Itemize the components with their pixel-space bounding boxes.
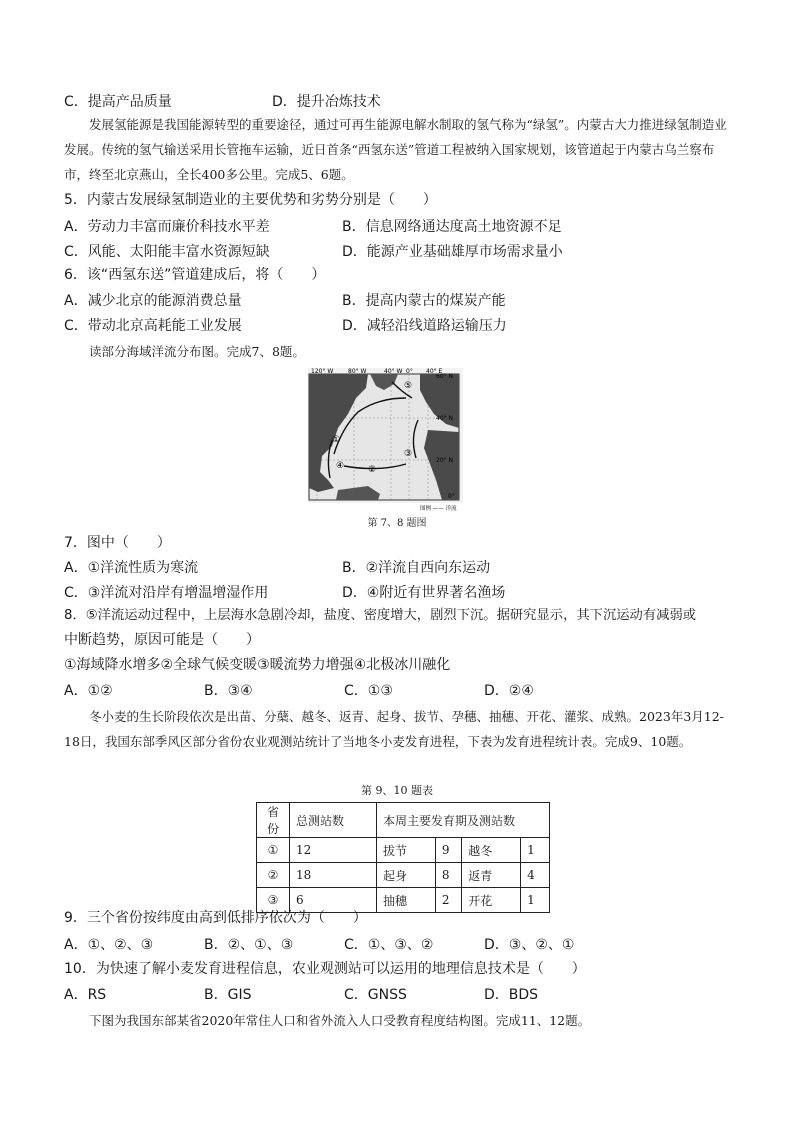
q5-stem: 5．内蒙古发展绿氢制造业的主要优势和劣势分别是（ ） [64, 192, 437, 208]
map-lat-label: 60° N [436, 373, 454, 380]
map-caption: 第 7、8 题图 [367, 518, 427, 529]
ocean-current-map [308, 368, 463, 512]
table-cell: 2 [435, 888, 461, 913]
table-row [257, 863, 550, 888]
table-cell: 返青 [462, 863, 521, 888]
q10-option-a[interactable]: A．RS [64, 987, 107, 1003]
map-lat-label: 40° N [436, 415, 454, 422]
table-caption: 第 9、10 题表 [361, 784, 433, 797]
q7-option-d[interactable]: D．④附近有世界著名渔场 [342, 585, 506, 601]
q6-option-b[interactable]: B．提高内蒙古的煤炭产能 [342, 293, 506, 309]
table-cell: 8 [435, 863, 461, 888]
q10-option-d[interactable]: D．BDS [484, 987, 539, 1003]
q7-option-c[interactable]: C．③洋流对沿岸有增温增湿作用 [64, 585, 269, 601]
table-cell: 拔节 [377, 838, 436, 863]
passage-hydrogen: 发展氢能源是我国能源转型的重要途径，通过可再生能源电解水制取的氢气称为“绿氢”。内蒙古大力推进绿氢制造业发展。传统的氢气输送采用长管拖车运输，近日首条“西氢东送”管道工程被纳入国家规划，该管道起于内蒙古乌兰察布市，终至北京燕山，全长400多公里。完成5、6题。 [64, 117, 727, 182]
q7-option-a[interactable]: A．①洋流性质为寒流 [64, 560, 199, 576]
table-header: 总测站数 [290, 803, 377, 838]
table-cell: ③ [257, 888, 290, 913]
table-cell: ① [257, 838, 290, 863]
current-label-3: ③ [404, 449, 413, 459]
q6-options-row1 [64, 290, 732, 312]
current-label-1: ① [332, 435, 341, 445]
q8-stem-line1: 8．⑤洋流运动过程中，上层海水急剧冷却，盐度、密度增大，剧烈下沉。据研究显示，其下沉运动有减弱或 [64, 608, 697, 623]
q10-options [64, 984, 732, 1006]
current-label-5: ⑤ [404, 381, 413, 391]
map-lon-label: 40° E [426, 368, 443, 375]
q5-option-a[interactable]: A．劳动力丰富而廉价科技水平差 [64, 219, 270, 235]
q7-option-b[interactable]: B．②洋流自西向东运动 [342, 560, 491, 576]
table-cell: ② [257, 863, 290, 888]
development-table [256, 802, 550, 913]
q9-option-d[interactable]: D．③、②、① [484, 937, 575, 953]
q8-options [64, 680, 732, 702]
q8-option-a[interactable]: A．①② [64, 683, 113, 699]
table-cell: 开花 [462, 888, 521, 913]
q8-option-b[interactable]: B．③④ [204, 683, 253, 699]
q5-option-d[interactable]: D．能源产业基础雄厚市场需求量小 [342, 244, 563, 260]
table-row [257, 838, 550, 863]
q5-option-c[interactable]: C．风能、太阳能丰富水资源短缺 [64, 244, 270, 260]
q8-option-c[interactable]: C．①③ [344, 683, 393, 699]
table-cell: 1 [521, 838, 550, 863]
q9-options [64, 934, 732, 956]
q9-option-b[interactable]: B．②、①、③ [204, 937, 294, 953]
table-cell: 6 [290, 888, 377, 913]
q10-option-c[interactable]: C．GNSS [344, 987, 407, 1003]
table-header-row [257, 803, 550, 838]
table-cell: 18 [290, 863, 377, 888]
q5-options-row2 [64, 241, 732, 263]
current-label-4: ④ [336, 461, 345, 471]
q8-stem-line2: 中断趋势，原因可能是（ ） [64, 632, 260, 648]
intro-q7-q8: 读部分海域洋流分布图。完成7、8题。 [89, 344, 305, 359]
q6-option-a[interactable]: A．减少北京的能源消费总量 [64, 293, 242, 309]
q10-stem: 10．为快速了解小麦发育进程信息，农业观测站可以运用的地理信息技术是（ ） [64, 961, 586, 977]
q7-stem: 7．图中（ ） [64, 535, 171, 551]
table-cell: 12 [290, 838, 377, 863]
table-cell: 9 [435, 838, 461, 863]
q7-options-row2 [64, 582, 732, 604]
table-cell: 起身 [377, 863, 436, 888]
map-lat-label: 20° N [436, 457, 454, 464]
map-lat-label: 0° [448, 493, 455, 500]
table-header: 省份 [257, 803, 290, 838]
map-legend: 图例 —— 洋流 [420, 506, 457, 512]
q6-option-c[interactable]: C．带动北京高耗能工业发展 [64, 318, 242, 334]
q5-options-row1 [64, 216, 732, 238]
table-header: 本周主要发育期及测站数 [377, 803, 550, 838]
q5-option-b[interactable]: B．信息网络通达度高土地资源不足 [342, 219, 562, 235]
table-cell: 抽穗 [377, 888, 436, 913]
q8-option-d[interactable]: D．②④ [484, 683, 534, 699]
intro-q11-q12: 下图为我国东部某省2020年常住人口和省外流入人口受教育程度结构图。完成11、12题。 [89, 1013, 591, 1028]
map-lon-label: 80° W [348, 368, 367, 375]
q6-options-row2 [64, 315, 732, 337]
q6-option-d[interactable]: D．减轻沿线道路运输压力 [342, 318, 507, 334]
q4-options [64, 91, 732, 113]
q10-option-b[interactable]: B．GIS [204, 987, 252, 1003]
q9-option-c[interactable]: C．①、③、② [344, 937, 434, 953]
q6-stem: 6．该“西氢东送”管道建成后，将（ ） [64, 267, 326, 283]
q7-options-row1 [64, 557, 732, 579]
table-cell: 4 [521, 863, 550, 888]
table-cell: 1 [521, 888, 550, 913]
q4-option-c[interactable]: C．提高产品质量 [64, 94, 172, 110]
q4-option-d[interactable]: D．提升冶炼技术 [272, 94, 381, 110]
passage-wheat: 冬小麦的生长阶段依次是出苗、分蘖、越冬、返青、起身、拔节、孕穗、抽穗、开花、灌浆、成熟。2023年3月12-18日，我国东部季风区部分省份农业观测站统计了当地冬小麦发育进程，下表为发育进程统计表。完成9、10题。 [64, 709, 724, 749]
q9-option-a[interactable]: A．①、②、③ [64, 937, 154, 953]
current-label-2: ② [368, 465, 377, 475]
map-lon-label: 0° [406, 368, 413, 375]
q8-items: ①海域降水增多②全球气候变暖③暖流势力增强④北极冰川融化 [64, 657, 451, 673]
map-lon-label: 40° W [384, 368, 403, 375]
table-cell: 越冬 [462, 838, 521, 863]
map-lon-label: 120° W [311, 368, 334, 375]
q9-stem: 9．三个省份按纬度由高到低排序依次为（ ） [64, 910, 367, 926]
